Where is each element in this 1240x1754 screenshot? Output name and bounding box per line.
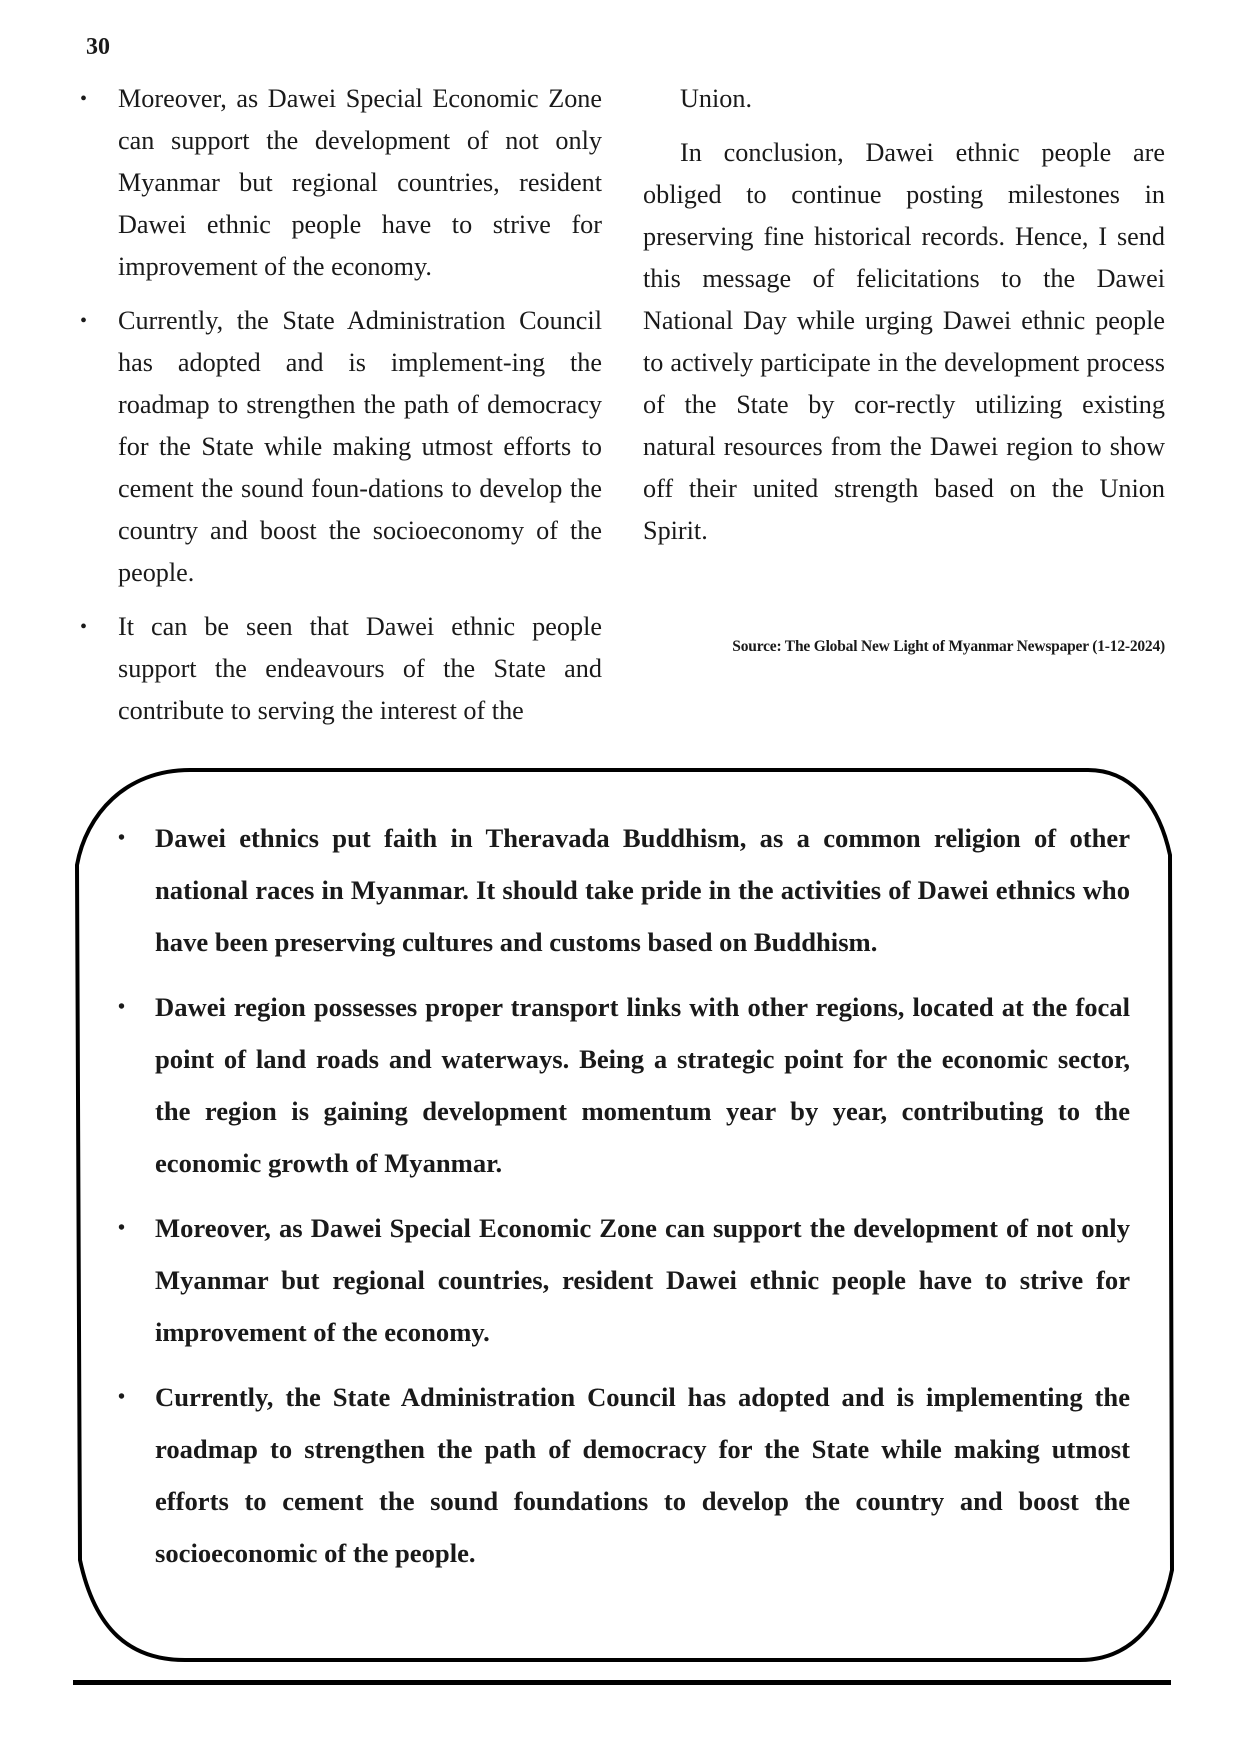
bullet-icon: • (118, 996, 126, 1018)
bullet-icon: • (118, 1217, 126, 1239)
bullet-text: Moreover, as Dawei Special Economic Zone can support the development of not only Myanmar but regional countries, resident Dawei ethnic people have to strive for improvement of the economy. (155, 1213, 1130, 1347)
bullet-icon: • (118, 827, 126, 849)
source-citation: Source: The Global New Light of Myanmar Newspaper (1-12-2024) (732, 638, 1165, 655)
bullet-text: Dawei region possesses proper transport links with other regions, located at the focal point of land roads and waterways. Being a strategic point for the economic sector, the region is gaining development momentum year by year, contributing to the economic growth of Myanmar. (155, 992, 1130, 1178)
bullet-icon: • (80, 616, 88, 638)
box-bullet-item (118, 1371, 1130, 1579)
page-number: 30 (86, 34, 110, 60)
bullet-icon: • (80, 310, 88, 332)
bullet-icon: • (80, 88, 88, 110)
bullet-text: It can be seen that Dawei ethnic people support the endeavours of the State and contribute to serving the interest of the (118, 612, 602, 725)
bottom-divider (73, 1680, 1171, 1685)
bullet-text: Moreover, as Dawei Special Economic Zone can support the development of not only Myanmar but regional countries, resident Dawei ethnic people have to strive for improvement of the economy. (118, 84, 602, 281)
box-bullet-item (118, 1202, 1130, 1358)
highlight-box (118, 812, 1130, 1592)
bullet-text: Currently, the State Administration Council has adopted and is implementing the roadmap to strengthen the path of democracy for the State while making utmost efforts to cement the sound foundations to develop the country and boost the socioeconomic of the people. (155, 1382, 1130, 1568)
bullet-icon: • (118, 1386, 126, 1408)
bullet-text: Currently, the State Administration Council has adopted and is implement-ing the roadmap to strengthen the path of democracy for the State while making utmost efforts to cement the sound foun-dations to develop the country and boost the socioeconomy of the people. (118, 306, 602, 587)
box-bullet-item (118, 981, 1130, 1189)
continuation-text: Union. (680, 84, 753, 113)
bullet-text: Dawei ethnics put faith in Theravada Buddhism, as a common religion of other national races in Myanmar. It should take pride in the activities of Dawei ethnics who have been preserving cultures and customs based on Buddhism. (155, 823, 1130, 957)
box-bullet-item (118, 812, 1130, 968)
conclusion-paragraph: In conclusion, Dawei ethnic people are obliged to continue posting milestones in preserving fine historical records. Hence, I send this message of felicitations to the Dawei National Day while urging Dawei ethnic people to actively participate in the development process of the State by cor-rectly utilizing existing natural resources from the Dawei region to show off their united strength based on the Union Spirit. (643, 138, 1165, 545)
